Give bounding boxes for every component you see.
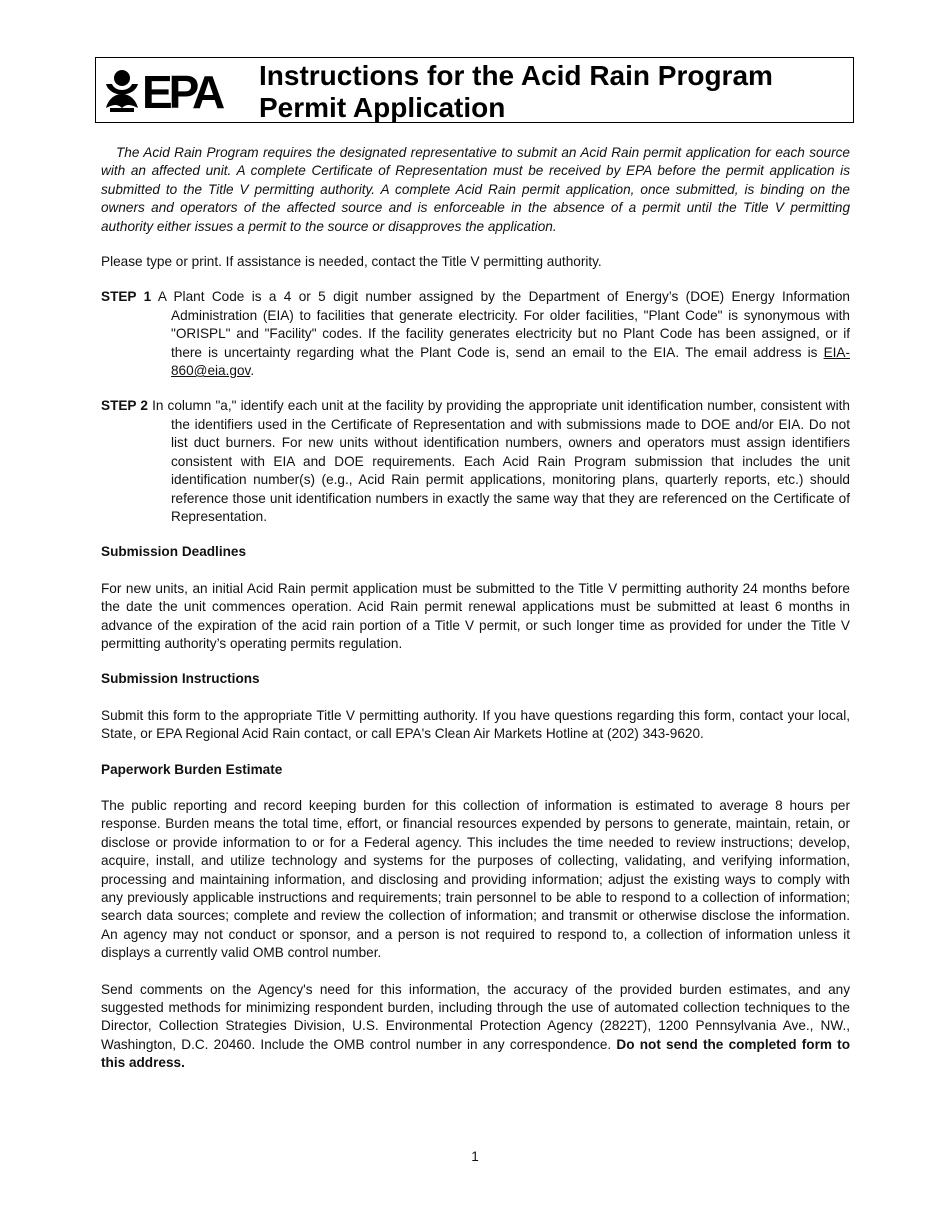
burden-heading: Paperwork Burden Estimate	[101, 761, 283, 777]
title-line-1: Instructions for the Acid Rain Program	[259, 60, 773, 91]
comments-paragraph	[101, 981, 850, 1073]
assistance-note: Please type or print. If assistance is needed, contact the Title V permitting authority.	[101, 254, 602, 270]
step-1-label: STEP 1	[101, 289, 152, 305]
step-2-label: STEP 2	[101, 398, 148, 414]
deadlines-heading: Submission Deadlines	[101, 544, 247, 560]
document-header	[95, 57, 854, 123]
comments-warning: Do not send the completed form to this address.	[101, 1036, 850, 1071]
epa-logo	[102, 64, 232, 116]
burden-paragraph: The public reporting and record keeping burden for this collection of information is estimated to average 8 hours per response. Burden means the total time, effort, or financial resources expended by persons to generate, maintain, retain, or disclose or provide information to or for a Federal agency. This includes the time needed to review instructions; develop, acquire, install, and utilize technology and systems for the purposes of collecting, validating, and verifying information, processing and maintaining information, and disclosing and providing information; adjust the existing ways to comply with any previously applicable instructions and requirements; train personnel to be able to respond to a collection of information; search data sources; complete and review the collection of information; and transmit or otherwise disclose the information. An agency may not conduct or sponsor, and a person is not required to respond to, a collection of information unless it displays a currently valid OMB control number.	[101, 797, 850, 961]
comments-text: Send comments on the Agency's need for this information, the accuracy of the provided burden estimates, and any suggested methods for minimizing respondent burden, including through the use of automated collection techniques to the Director, Collection Strategies Division, U.S. Environmental Protection Agency (2822T), 1200 Pennsylvania Ave., NW., Washington, D.C. 20460. Include the OMB control number in any correspondence.	[101, 981, 850, 1052]
step-1-text: A Plant Code is a 4 or 5 digit number assigned by the Department of Energy’s (DOE) Energy Information Administration (EIA) to facilities that generate electricity. For older facilities, "Plant Code" is synonymous with "ORISPL" and "Facility" codes. If the facility generates electricity but no Plant Code has been assigned, or if there is uncertainty regarding what the Plant Code is, send an email to the EIA. The email address is	[157, 289, 850, 360]
step-2-text: In column "a," identify each unit at the facility by providing the appropriate unit identification number, consistent with the identifiers used in the Certificate of Representation and with submissions made to DOE and/or EIA. Do not list duct burners. For new units without identification numbers, owners and operators must assign identifiers consistent with EIA and DOE requirements. Each Acid Rain Program submission that includes the unit identification number(s) (e.g., Acid Rain permit applications, monitoring plans, quarterly reports, etc.) should reference those unit identification numbers in exactly the same way that they are referenced on the Certificate of Representation.	[152, 398, 850, 524]
step-1-text-end: .	[250, 363, 255, 379]
page-number: 1	[471, 1149, 479, 1164]
instructions-paragraph: Submit this form to the appropriate Title V permitting authority. If you have questions regarding this form, contact your local, State, or EPA Regional Acid Rain contact, or call EPA's Clean Air Markets Hotline at (202) 343-9620.	[101, 707, 850, 742]
epa-logo-text: EPA	[142, 66, 222, 116]
deadlines-paragraph: For new units, an initial Acid Rain permit application must be submitted to the Title V permitting authority 24 months before the date the unit commences operation. Acid Rain permit renewal applications must be submitted at least 6 months in advance of the expiration of the acid rain portion of a Title V permit, or such longer time as provided for under the Title V permitting authority’s operating permits regulation.	[101, 580, 850, 651]
step-2	[101, 397, 850, 526]
instructions-heading: Submission Instructions	[101, 671, 260, 687]
page-title	[259, 60, 773, 124]
title-line-2: Permit Application	[259, 92, 506, 123]
epa-flower-icon	[106, 70, 138, 112]
step-1	[101, 288, 850, 380]
document-body	[101, 144, 850, 1073]
intro-paragraph: The Acid Rain Program requires the designated representative to submit an Acid Rain permit application for each source with an affected unit. A complete Certificate of Representation must be received by EPA before the permit application is submitted to the Title V permitting authority. A complete Acid Rain permit application, once submitted, is binding on the owners and operators of the affected source and is enforceable in the absence of a permit until the Title V permitting authority either issues a permit to the source or disapproves the application.	[101, 145, 850, 234]
eia-email-link[interactable]: EIA-860@eia.gov	[171, 344, 850, 379]
